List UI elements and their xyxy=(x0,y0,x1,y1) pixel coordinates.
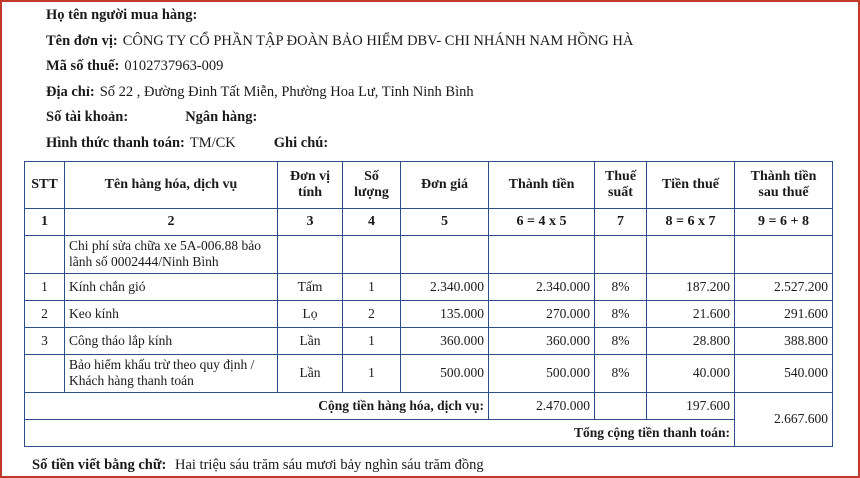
col-tax: Tiền thuế xyxy=(647,162,735,209)
cell-qty: 1 xyxy=(343,273,401,300)
cell-unit: Tấm xyxy=(278,273,343,300)
cell-tax-rate: 8% xyxy=(595,327,647,354)
amount-in-words-value: Hai triệu sáu trăm sáu mươi bảy nghìn sáu trăm đồng xyxy=(175,456,484,473)
amount-in-words-label: Số tiền viết bằng chữ: xyxy=(32,456,167,473)
cell-tax: 21.600 xyxy=(647,300,735,327)
table-row xyxy=(25,300,833,327)
buyer-name-row xyxy=(46,8,858,23)
cell-tax: 28.800 xyxy=(647,327,735,354)
account-bank-row xyxy=(46,110,858,125)
address-value: Số 22 , Đường Đinh Tất Miễn, Phường Hoa Lư, Tỉnh Ninh Bình xyxy=(99,83,474,100)
cell-tax-rate xyxy=(595,236,647,274)
cell-tax-rate: 8% xyxy=(595,300,647,327)
payment-label: Hình thức thanh toán: xyxy=(46,134,185,151)
cell-amount xyxy=(489,236,595,274)
cell-stt: 3 xyxy=(25,327,65,354)
goods-total-amount: 2.470.000 xyxy=(489,392,595,419)
goods-total-tax: 197.600 xyxy=(647,392,735,419)
company-row xyxy=(46,34,858,49)
cell-price: 135.000 xyxy=(401,300,489,327)
cell-amount: 500.000 xyxy=(489,354,595,392)
col-tax-rate: Thuế suất xyxy=(595,162,647,209)
goods-total-label: Cộng tiền hàng hóa, dịch vụ: xyxy=(25,392,489,419)
col-qty: Số lượng xyxy=(343,162,401,209)
invoice-items-table xyxy=(24,161,833,447)
cell-tax: 187.200 xyxy=(647,273,735,300)
grand-total-value: 2.667.600 xyxy=(735,392,833,446)
cell-stt xyxy=(25,354,65,392)
company-label: Tên đơn vị: xyxy=(46,32,118,49)
colnum-4: 4 xyxy=(343,209,401,236)
cell-name: Bảo hiểm khấu trừ theo quy định / Khách hàng thanh toán xyxy=(65,354,278,392)
cell-qty: 1 xyxy=(343,327,401,354)
cell-qty xyxy=(343,236,401,274)
cell-price xyxy=(401,236,489,274)
col-price: Đơn giá xyxy=(401,162,489,209)
cell-name: Keo kính xyxy=(65,300,278,327)
cell-stt xyxy=(25,236,65,274)
payment-value: TM/CK xyxy=(189,134,236,151)
table-column-number-row xyxy=(25,209,833,236)
buyer-name-label: Họ tên người mua hàng: xyxy=(46,7,198,23)
address-label: Địa chỉ: xyxy=(46,83,95,100)
cell-name: Chi phí sửa chữa xe 5A-006.88 bảo lãnh số 0002444/Ninh Bình xyxy=(65,236,278,274)
colnum-3: 3 xyxy=(278,209,343,236)
table-row xyxy=(25,236,833,274)
summary-grand-row xyxy=(25,419,833,446)
cell-stt: 1 xyxy=(25,273,65,300)
tax-code-row xyxy=(46,59,858,74)
cell-total xyxy=(735,236,833,274)
cell-total: 540.000 xyxy=(735,354,833,392)
cell-unit xyxy=(278,236,343,274)
payment-note-row xyxy=(46,136,858,151)
cell-price: 2.340.000 xyxy=(401,273,489,300)
cell-unit: Lần xyxy=(278,354,343,392)
account-label: Số tài khoản: xyxy=(46,109,129,125)
table-row xyxy=(25,273,833,300)
cell-tax: 40.000 xyxy=(647,354,735,392)
table-row xyxy=(25,354,833,392)
cell-qty: 2 xyxy=(343,300,401,327)
cell-tax-rate: 8% xyxy=(595,273,647,300)
col-stt: STT xyxy=(25,162,65,209)
company-value: CÔNG TY CỔ PHẦN TẬP ĐOÀN BẢO HIỂM DBV- CHI NHÁNH NAM HỒNG HÀ xyxy=(122,32,634,49)
cell-total: 291.600 xyxy=(735,300,833,327)
cell-name: Kính chắn gió xyxy=(65,273,278,300)
col-amount: Thành tiền xyxy=(489,162,595,209)
cell-price: 500.000 xyxy=(401,354,489,392)
colnum-7: 7 xyxy=(595,209,647,236)
cell-amount: 2.340.000 xyxy=(489,273,595,300)
amount-in-words-row xyxy=(32,457,858,474)
cell-tax-rate: 8% xyxy=(595,354,647,392)
cell-price: 360.000 xyxy=(401,327,489,354)
grand-total-label: Tổng cộng tiền thanh toán: xyxy=(25,419,735,446)
tax-code-label: Mã số thuế: xyxy=(46,58,120,74)
col-name: Tên hàng hóa, dịch vụ xyxy=(65,162,278,209)
colnum-5: 5 xyxy=(401,209,489,236)
cell-qty: 1 xyxy=(343,354,401,392)
table-header-row xyxy=(25,162,833,209)
colnum-1: 1 xyxy=(25,209,65,236)
table-row xyxy=(25,327,833,354)
colnum-6: 6 = 4 x 5 xyxy=(489,209,595,236)
tax-code-value: 0102737963-009 xyxy=(124,58,224,74)
cell-amount: 360.000 xyxy=(489,327,595,354)
cell-amount: 270.000 xyxy=(489,300,595,327)
cell-unit: Lần xyxy=(278,327,343,354)
cell-total: 388.800 xyxy=(735,327,833,354)
top-accent-rule xyxy=(2,0,858,2)
summary-goods-row xyxy=(25,392,833,419)
goods-total-spacer xyxy=(595,392,647,419)
invoice-header xyxy=(46,0,858,150)
col-total: Thành tiền sau thuế xyxy=(735,162,833,209)
colnum-2: 2 xyxy=(65,209,278,236)
col-unit: Đơn vị tính xyxy=(278,162,343,209)
bank-label: Ngân hàng: xyxy=(185,109,258,125)
colnum-9: 9 = 6 + 8 xyxy=(735,209,833,236)
cell-tax xyxy=(647,236,735,274)
cell-stt: 2 xyxy=(25,300,65,327)
cell-unit: Lọ xyxy=(278,300,343,327)
cell-total: 2.527.200 xyxy=(735,273,833,300)
note-label: Ghi chú: xyxy=(273,134,329,151)
address-row xyxy=(46,85,858,100)
colnum-8: 8 = 6 x 7 xyxy=(647,209,735,236)
cell-name: Công tháo lắp kính xyxy=(65,327,278,354)
